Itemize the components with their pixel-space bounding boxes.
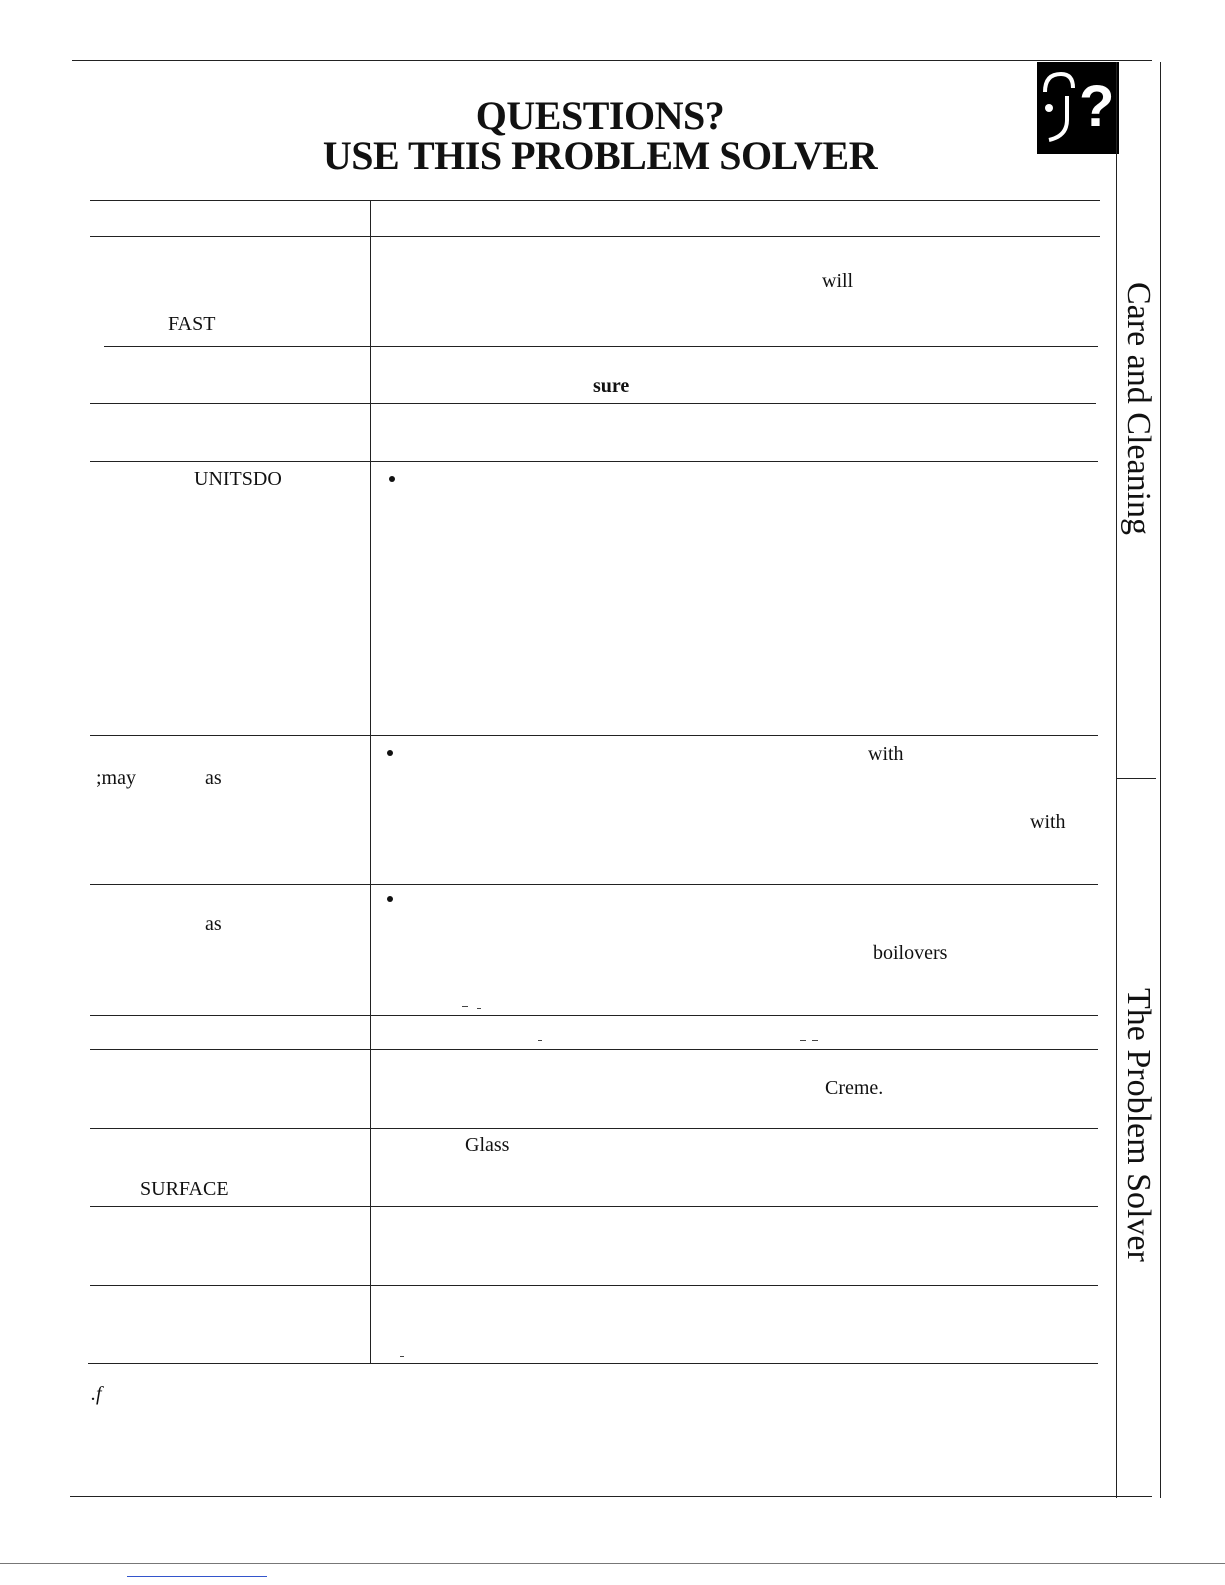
table-header-rule	[90, 236, 1100, 237]
cell-text-boilovers: boilovers	[873, 942, 948, 964]
side-tab-border	[1116, 62, 1117, 1498]
page-title-line1: QUESTIONS?	[475, 93, 725, 138]
cell-text-with: with	[868, 743, 904, 765]
row-divider	[90, 461, 1098, 462]
row-divider	[90, 1015, 1098, 1016]
cell-text-may: ;may	[96, 767, 136, 789]
side-tab-divider	[1116, 778, 1156, 779]
table-top-rule	[90, 200, 1100, 201]
stray-mark	[812, 1040, 818, 1041]
cell-text-with: with	[1030, 811, 1066, 833]
footer-link-underline	[127, 1576, 267, 1577]
question-mark-face-icon-graphic	[1037, 62, 1119, 154]
cell-text-unitsdo: UNITSDO	[194, 468, 282, 490]
cell-text-creme: Creme.	[825, 1077, 884, 1099]
cell-text-will: will	[822, 270, 854, 292]
stray-mark	[400, 1356, 404, 1357]
row-divider	[90, 735, 1098, 736]
page-bottom-rule	[70, 1496, 1152, 1497]
page-right-edge	[1160, 62, 1161, 1498]
row-divider	[90, 1049, 1098, 1050]
top-rule	[72, 60, 1152, 61]
row-divider	[104, 346, 1098, 347]
table-column-divider	[370, 200, 371, 1364]
cell-text-as: as	[205, 913, 222, 935]
row-divider	[90, 403, 1096, 404]
row-divider	[90, 1206, 1098, 1207]
cell-text-fast: FAST	[168, 313, 216, 335]
stray-mark	[800, 1040, 806, 1041]
question-mark-face-icon	[1037, 62, 1119, 154]
cell-text-as: as	[205, 767, 222, 789]
row-divider	[90, 1128, 1098, 1129]
bullet	[387, 896, 393, 902]
bullet	[389, 476, 395, 482]
stray-mark	[477, 1008, 481, 1009]
cell-text-sure: sure	[593, 375, 630, 397]
table-bottom-rule	[88, 1363, 1098, 1364]
svg-text:?: ?	[1079, 74, 1115, 139]
side-tab-problem-solver[interactable]: The Problem Solver	[1120, 988, 1157, 1262]
row-divider	[90, 1285, 1098, 1286]
row-divider	[90, 884, 1098, 885]
side-tab-care-and-cleaning[interactable]: Care and Cleaning	[1120, 282, 1157, 536]
stray-mark	[538, 1040, 542, 1041]
footer-fragment: .f	[91, 1383, 102, 1405]
footer-rule	[0, 1563, 1225, 1564]
page-title-line2: USE THIS PROBLEM SOLVER	[322, 133, 878, 178]
cell-text-glass: Glass	[465, 1134, 510, 1156]
stray-mark	[462, 1006, 468, 1007]
bullet	[387, 750, 393, 756]
cell-text-surface: SURFACE	[140, 1178, 229, 1200]
